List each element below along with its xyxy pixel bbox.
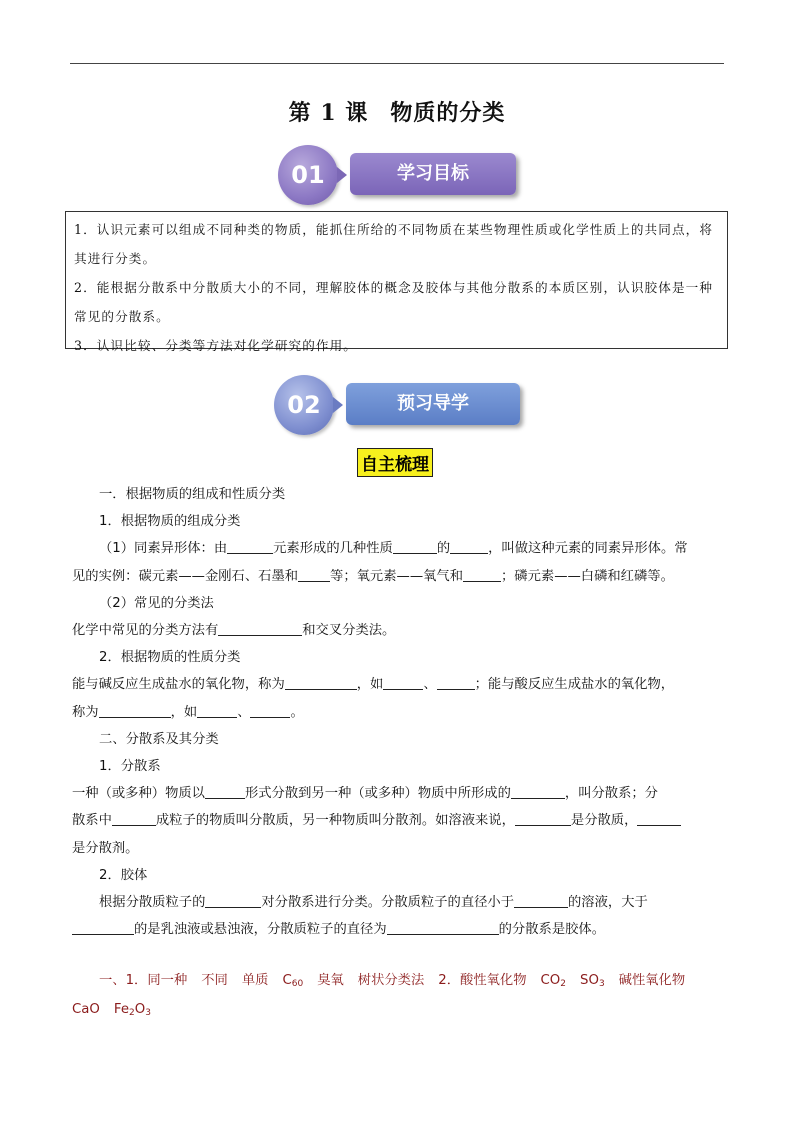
heading-2-1: 1．分散系 (99, 759, 161, 775)
fill-blank[interactable] (383, 675, 423, 690)
subsection-heading: 自主梳理 (357, 448, 433, 477)
fill-blank[interactable] (205, 784, 245, 799)
fill-blank[interactable] (463, 567, 501, 582)
page-title (0, 96, 794, 127)
paragraph: 化学中常见的分类方法有 和交叉分类法。 (72, 623, 396, 639)
fill-blank[interactable] (250, 703, 290, 718)
fill-blank[interactable] (72, 920, 134, 935)
paragraph: 是分散剂。 (72, 840, 139, 856)
fill-blank[interactable] (227, 539, 273, 554)
section-badge-preview (274, 375, 524, 435)
answer-line: CaO $Fe_2O_3$ (72, 1002, 151, 1018)
paragraph: （1）同素异形体：由 元素形成的几种性质 的 ，叫做这种元素的同素异形体。常 (99, 541, 688, 557)
objective-line: 常见的分散系。 (74, 309, 170, 324)
paragraph: （2）常见的分类法 (99, 595, 214, 611)
objectives-box (65, 211, 728, 353)
fill-blank[interactable] (637, 811, 681, 826)
section-number-circle: 02 (274, 375, 334, 435)
fill-blank[interactable] (112, 811, 156, 826)
fill-blank[interactable] (218, 621, 302, 636)
worksheet-content (72, 481, 724, 943)
objective-line: 其进行分类。 (74, 251, 157, 266)
section-number-circle: 01 (278, 145, 338, 205)
answer-key (72, 968, 724, 1026)
fill-blank[interactable] (285, 675, 357, 690)
fill-blank[interactable] (387, 920, 499, 935)
lesson-name: 物质的分类 (390, 100, 506, 126)
paragraph: 称为 ，如 、 。 (72, 704, 304, 720)
heading-2-2: 2．胶体 (99, 867, 148, 883)
fill-blank[interactable] (437, 675, 475, 690)
heading-2: 二、分散系及其分类 (99, 731, 219, 747)
paragraph: 根据分散质粒子的 对分散系进行分类。分散质粒子的直径小于 的溶液，大于 (99, 895, 648, 911)
lesson-number: 第 1 课 (288, 100, 369, 126)
objective-line: 3．认识比较、分类等方法对化学研究的作用。 (74, 338, 357, 353)
header-rule (70, 63, 724, 64)
fill-blank[interactable] (514, 893, 568, 908)
fill-blank[interactable] (197, 703, 237, 718)
paragraph: 能与碱反应生成盐水的氧化物，称为 ，如 、 ；能与酸反应生成盐水的氧化物， (72, 677, 675, 693)
objective-line: 1．认识元素可以组成不同种类的物质，能抓住所给的不同物质在某些物理性质或化学性质上的共同点，将 (74, 222, 714, 237)
paragraph: 散系中 成粒子的物质叫分散质，另一种物质叫分散剂。如溶液来说， 是分散质， (72, 807, 724, 834)
heading-1: 一．根据物质的组成和性质分类 (99, 487, 286, 502)
objective-line: 2．能根据分散系中分散质大小的不同，理解胶体的概念及胶体与其他分散系的本质区别，认识胶体是一种 (74, 280, 714, 295)
fill-blank[interactable] (511, 784, 565, 799)
answer-line: 一、1．同一种 不同 单质 $C_{60}$ 臭氧 树状分类法 2．酸性氧化物 $CO_2$ $SO_3$ 碱性氧化物 (99, 973, 686, 989)
paragraph: 的是乳浊液或悬浊液，分散质粒子的直径为 的分散系是胶体。 (72, 916, 724, 943)
fill-blank[interactable] (298, 567, 330, 582)
section-badge-objectives (278, 145, 518, 205)
fill-blank[interactable] (99, 703, 171, 718)
paragraph: 见的实例：碳元素——金刚石、石墨和 等；氧元素——氧气和 ；磷元素——白磷和红磷等。 (72, 568, 674, 584)
heading-1-1: 1．根据物质的组成分类 (99, 514, 241, 530)
paragraph: 一种（或多种）物质以 形式分散到另一种（或多种）物质中所形成的 ，叫分散系；分 (72, 786, 658, 802)
fill-blank[interactable] (450, 539, 488, 554)
section-label: 学习目标 (350, 153, 516, 195)
heading-1-2: 2．根据物质的性质分类 (99, 650, 241, 666)
fill-blank[interactable] (393, 539, 437, 554)
fill-blank[interactable] (205, 893, 261, 908)
fill-blank[interactable] (515, 811, 571, 826)
section-label: 预习导学 (346, 383, 520, 425)
